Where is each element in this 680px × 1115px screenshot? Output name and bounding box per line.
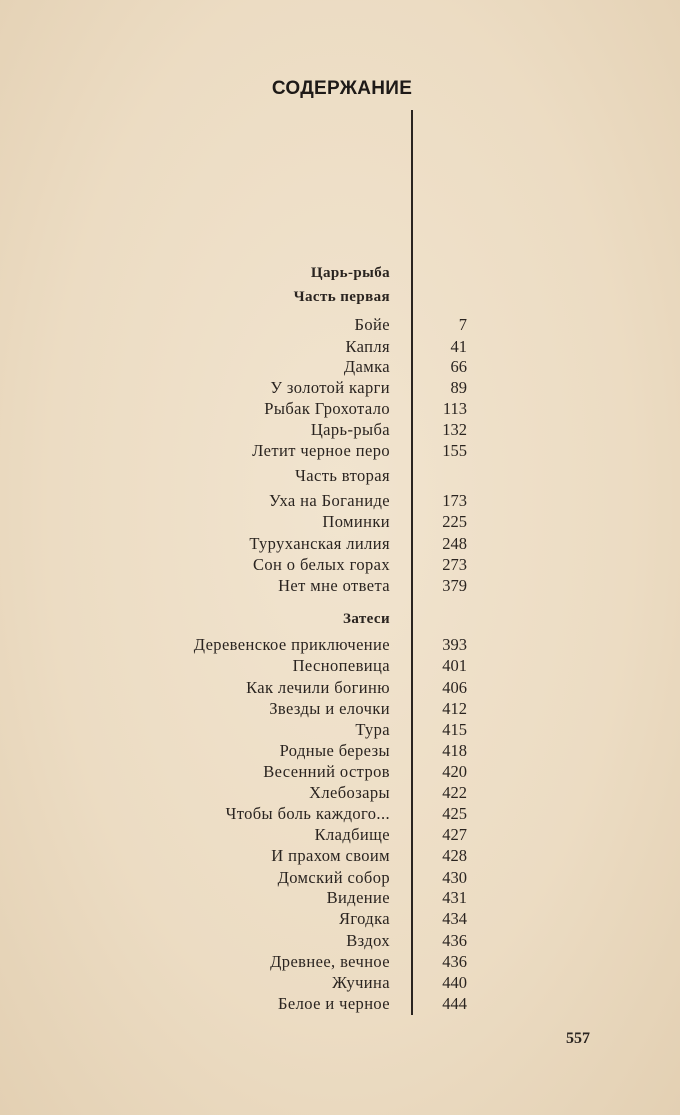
entry-title: Хлебозары xyxy=(309,783,390,802)
toc-entry xyxy=(0,699,680,721)
toc-entry xyxy=(0,868,680,890)
entry-page: 225 xyxy=(442,512,467,531)
entry-title: Рыбак Грохотало xyxy=(264,399,390,418)
toc-entry xyxy=(0,720,680,742)
entry-page: 434 xyxy=(442,909,467,928)
entry-page: 418 xyxy=(442,741,467,760)
entry-title: Как лечили богиню xyxy=(246,678,390,697)
entry-title: Туруханская лилия xyxy=(249,534,390,553)
entry-title: Белое и черное xyxy=(278,994,390,1013)
entry-page: 66 xyxy=(450,357,467,376)
entry-page: 379 xyxy=(442,576,467,595)
entry-title: Летит черное перо xyxy=(252,441,390,460)
page-title: СОДЕРЖАНИЕ xyxy=(271,78,413,99)
toc-entry xyxy=(0,825,680,847)
entry-title: И прахом своим xyxy=(271,846,390,865)
entry-page: 401 xyxy=(442,656,467,675)
toc-entry xyxy=(0,512,680,534)
toc-entry xyxy=(0,576,680,598)
entry-title: Часть первая xyxy=(293,289,390,305)
entry-title: Видение xyxy=(326,888,390,907)
toc-entry xyxy=(0,762,680,784)
entry-page: 436 xyxy=(442,952,467,971)
entry-title: Ягодка xyxy=(338,909,390,928)
toc-entry xyxy=(0,315,680,337)
toc-entry xyxy=(0,491,680,513)
entry-page: 248 xyxy=(442,534,467,553)
toc-entry xyxy=(0,337,680,359)
toc-entry xyxy=(0,994,680,1016)
entry-title: Сон о белых горах xyxy=(252,555,390,574)
entry-title: Царь-рыба xyxy=(310,420,390,439)
entry-title: Родные березы xyxy=(279,741,390,760)
toc-entry xyxy=(0,973,680,995)
entry-page: 440 xyxy=(442,973,467,992)
entry-title: Вздох xyxy=(346,931,390,950)
entry-title: Царь-рыба xyxy=(310,265,390,281)
entry-page: 412 xyxy=(442,699,467,718)
toc-heading xyxy=(0,611,680,633)
entry-page: 430 xyxy=(442,868,467,887)
entry-page: 89 xyxy=(450,378,467,397)
toc-entry xyxy=(0,534,680,556)
entry-title: Песнопевица xyxy=(292,656,390,675)
entry-title: Уха на Боганиде xyxy=(269,491,390,510)
toc-entry xyxy=(0,741,680,763)
entry-page: 420 xyxy=(442,762,467,781)
entry-page: 425 xyxy=(442,804,467,823)
toc-entry xyxy=(0,952,680,974)
entry-title: Поминки xyxy=(322,512,390,531)
entry-page: 393 xyxy=(442,635,467,654)
entry-page: 444 xyxy=(442,994,467,1013)
entry-page: 428 xyxy=(442,846,467,865)
entry-title: У золотой карги xyxy=(270,378,390,397)
entry-page: 406 xyxy=(442,678,467,697)
entry-page: 41 xyxy=(450,337,467,356)
entry-page: 422 xyxy=(442,783,467,802)
entry-title: Часть вторая xyxy=(295,466,390,485)
entry-title: Чтобы боль каждого... xyxy=(225,804,390,823)
toc-entry xyxy=(0,399,680,421)
toc-entry xyxy=(0,656,680,678)
entry-page: 436 xyxy=(442,931,467,950)
entry-page: 415 xyxy=(442,720,467,739)
entry-title: Весенний остров xyxy=(263,762,390,781)
entry-title: Звезды и елочки xyxy=(269,699,390,718)
entry-page: 427 xyxy=(442,825,467,844)
entry-page: 431 xyxy=(442,888,467,907)
toc-entry xyxy=(0,420,680,442)
entry-title: Затеси xyxy=(343,611,390,627)
toc-entry xyxy=(0,441,680,463)
entry-title: Нет мне ответа xyxy=(278,576,390,595)
toc-entry xyxy=(0,678,680,700)
toc-entry xyxy=(0,357,680,379)
entry-page: 155 xyxy=(442,441,467,460)
toc-entry xyxy=(0,555,680,577)
toc-entry xyxy=(0,783,680,805)
toc-entry xyxy=(0,888,680,910)
toc-entry xyxy=(0,635,680,657)
entry-page: 7 xyxy=(458,315,467,334)
toc-entry xyxy=(0,466,680,488)
toc-entry xyxy=(0,378,680,400)
page-number: 557 xyxy=(566,1030,590,1047)
entry-page: 273 xyxy=(442,555,467,574)
entry-title: Дамка xyxy=(343,357,390,376)
entry-title: Жучина xyxy=(332,973,390,992)
entry-title: Бойе xyxy=(354,315,390,334)
toc-entry xyxy=(0,909,680,931)
toc-entry xyxy=(0,846,680,868)
toc-heading xyxy=(0,289,680,311)
entry-title: Капля xyxy=(345,337,390,356)
toc-entry xyxy=(0,931,680,953)
entry-title: Тура xyxy=(355,720,390,739)
entry-title: Кладбище xyxy=(314,825,390,844)
toc-entry xyxy=(0,804,680,826)
entry-title: Домский собор xyxy=(277,868,390,887)
entry-title: Деревенское приключение xyxy=(193,635,390,654)
toc-heading xyxy=(0,265,680,287)
entry-page: 173 xyxy=(442,491,467,510)
entry-title: Древнее, вечное xyxy=(270,952,390,971)
entry-page: 132 xyxy=(442,420,467,439)
entry-page: 113 xyxy=(442,399,467,418)
